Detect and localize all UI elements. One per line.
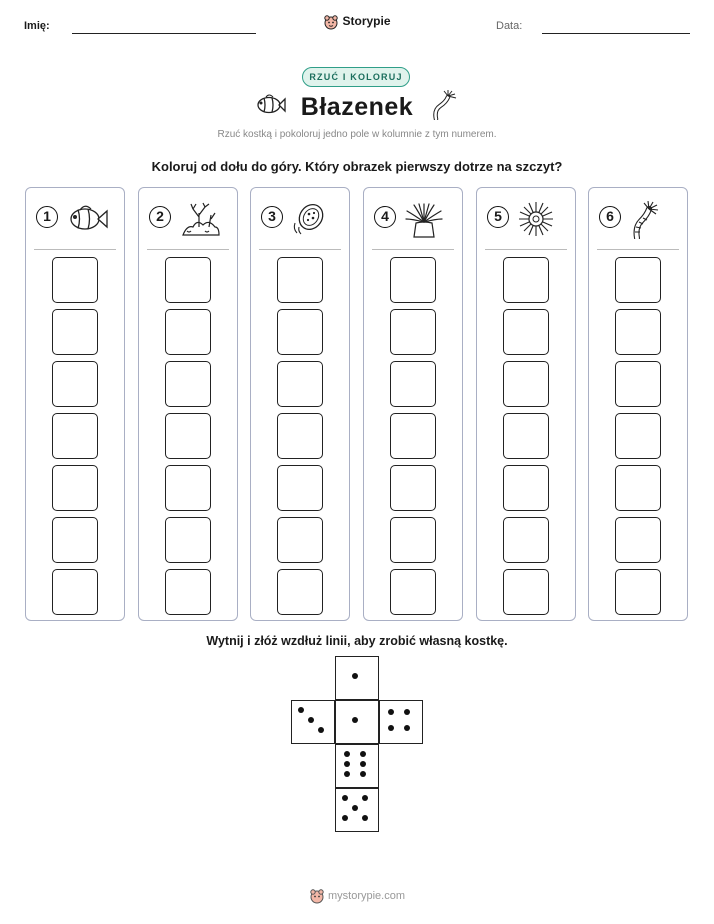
color-cell[interactable] — [503, 569, 549, 615]
column-number: 3 — [261, 206, 283, 228]
column-4 — [363, 187, 463, 621]
column-divider — [147, 249, 229, 250]
column-3 — [250, 187, 350, 621]
color-cell[interactable] — [390, 361, 436, 407]
column-divider — [34, 249, 116, 250]
color-cell[interactable] — [615, 569, 661, 615]
game-instruction: Koloruj od dołu do góry. Który obrazek pierwszy dotrze na szczyt? — [151, 159, 563, 174]
cut-instruction: Wytnij i złóż wzdłuż linii, aby zrobić własną kostkę. — [206, 634, 508, 648]
pip — [388, 709, 394, 715]
clownfish-icon — [66, 201, 108, 235]
color-cell[interactable] — [165, 413, 211, 459]
name-label: Imię: — [24, 20, 50, 32]
color-cell[interactable] — [277, 413, 323, 459]
pip — [344, 761, 350, 767]
page-title: Błazenek — [300, 93, 414, 121]
color-cell[interactable] — [615, 257, 661, 303]
pip — [344, 771, 350, 777]
color-cell[interactable] — [390, 465, 436, 511]
color-cell[interactable] — [390, 257, 436, 303]
color-cell[interactable] — [52, 465, 98, 511]
color-cell[interactable] — [503, 361, 549, 407]
column-1 — [25, 187, 125, 621]
sea-anemone-icon — [404, 201, 444, 239]
pip — [362, 795, 368, 801]
column-divider — [597, 249, 679, 250]
pip — [360, 761, 366, 767]
color-cell[interactable] — [615, 517, 661, 563]
color-cell[interactable] — [390, 517, 436, 563]
color-cell[interactable] — [503, 517, 549, 563]
die-face-1[interactable] — [335, 700, 379, 744]
color-cell[interactable] — [390, 309, 436, 355]
die-face-3[interactable] — [291, 700, 335, 744]
color-cell[interactable] — [52, 361, 98, 407]
color-cell[interactable] — [503, 257, 549, 303]
column-number: 1 — [36, 206, 58, 228]
color-cell[interactable] — [52, 517, 98, 563]
pip — [342, 815, 348, 821]
die-face-5[interactable] — [335, 788, 379, 832]
column-number: 5 — [487, 206, 509, 228]
tube-worm-icon — [430, 90, 460, 120]
color-cell[interactable] — [277, 517, 323, 563]
color-cell[interactable] — [390, 413, 436, 459]
color-cell[interactable] — [165, 569, 211, 615]
color-cell[interactable] — [277, 465, 323, 511]
color-cell[interactable] — [52, 257, 98, 303]
activity-badge: RZUĆ I KOLORUJ — [302, 67, 410, 87]
column-6 — [588, 187, 688, 621]
pip — [388, 725, 394, 731]
color-cell[interactable] — [503, 309, 549, 355]
die-face-6[interactable] — [335, 744, 379, 788]
column-divider — [372, 249, 454, 250]
die-face-1[interactable] — [335, 656, 379, 700]
date-line[interactable] — [542, 33, 690, 34]
color-cell[interactable] — [615, 465, 661, 511]
color-cell[interactable] — [277, 361, 323, 407]
pip — [318, 727, 324, 733]
column-number: 2 — [149, 206, 171, 228]
pip — [352, 717, 358, 723]
pip — [404, 709, 410, 715]
date-label: Data: — [496, 20, 523, 32]
column-5 — [476, 187, 576, 621]
pip — [362, 815, 368, 821]
column-divider — [485, 249, 567, 250]
color-cell[interactable] — [52, 413, 98, 459]
coral-reef-icon — [179, 201, 221, 237]
brand-logo — [0, 14, 714, 30]
column-2 — [138, 187, 238, 621]
color-cell[interactable] — [165, 257, 211, 303]
color-cell[interactable] — [165, 361, 211, 407]
footer-url[interactable]: mystorypie.com — [327, 889, 406, 902]
pip — [342, 795, 348, 801]
column-divider — [259, 249, 341, 250]
color-cell[interactable] — [165, 465, 211, 511]
sea-urchin-icon — [517, 201, 555, 237]
color-cell[interactable] — [277, 309, 323, 355]
color-cell[interactable] — [503, 413, 549, 459]
footer — [0, 888, 714, 904]
pip — [352, 805, 358, 811]
storypie-mascot-icon — [309, 888, 325, 904]
color-cell[interactable] — [615, 413, 661, 459]
tube-worm-icon — [629, 201, 665, 239]
color-cell[interactable] — [615, 361, 661, 407]
die-face-4[interactable] — [379, 700, 423, 744]
color-cell[interactable] — [165, 309, 211, 355]
column-number: 4 — [374, 206, 396, 228]
color-cell[interactable] — [52, 309, 98, 355]
color-cell[interactable] — [277, 257, 323, 303]
pip — [352, 673, 358, 679]
color-cell[interactable] — [503, 465, 549, 511]
storypie-mascot-icon — [323, 14, 339, 30]
column-number: 6 — [599, 206, 621, 228]
color-cell[interactable] — [52, 569, 98, 615]
color-cell[interactable] — [165, 517, 211, 563]
page-subtitle: Rzuć kostką i pokoloruj jedno pole w kolumnie z tym numerem. — [217, 129, 497, 140]
pip — [404, 725, 410, 731]
brand-name: Storypie — [342, 14, 391, 29]
pip — [344, 751, 350, 757]
color-cell[interactable] — [615, 309, 661, 355]
color-cell[interactable] — [390, 569, 436, 615]
name-line[interactable] — [72, 33, 256, 34]
sea-creature-icon — [291, 201, 327, 237]
pip — [360, 751, 366, 757]
pip — [360, 771, 366, 777]
pip — [308, 717, 314, 723]
color-cell[interactable] — [277, 569, 323, 615]
pip — [298, 707, 304, 713]
